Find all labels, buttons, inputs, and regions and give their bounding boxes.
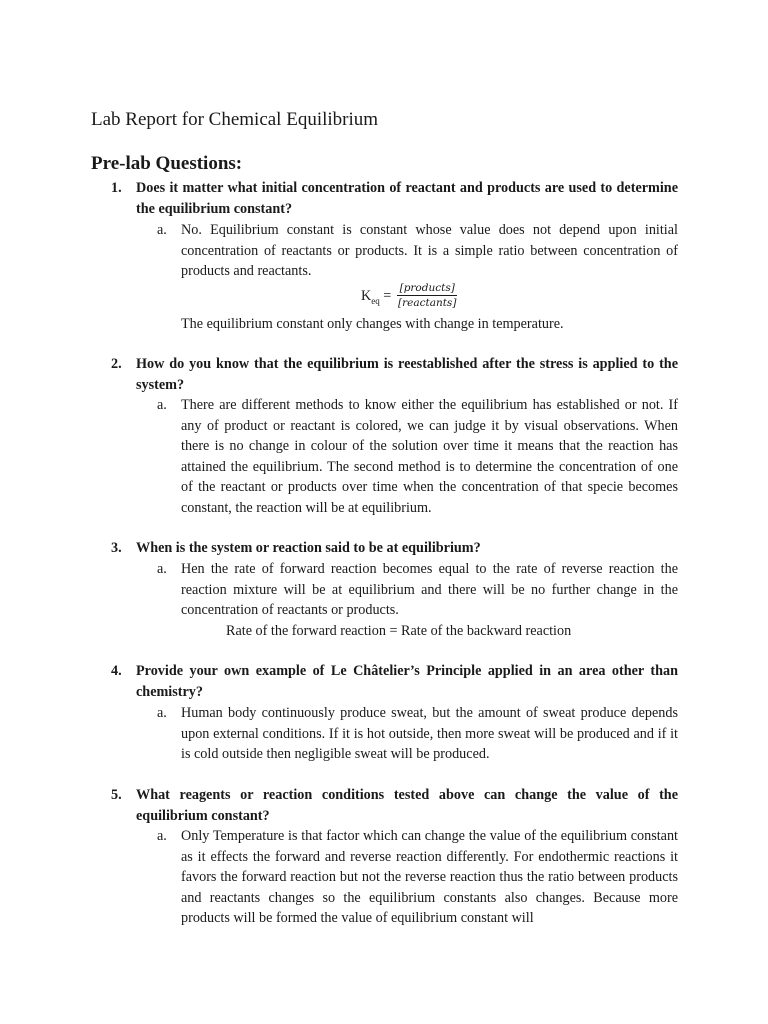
question-text: Provide your own example of Le Châtelier’s Principle applied in an area other than chemistry? xyxy=(136,663,678,700)
question-text: When is the system or reaction said to be at equilibrium? xyxy=(136,540,481,556)
document-title: Lab Report for Chemical Equilibrium xyxy=(91,109,379,130)
question-number: 4. xyxy=(111,663,122,679)
question-number: 3. xyxy=(111,540,122,556)
section-heading: Pre-lab Questions: xyxy=(91,153,243,174)
question-number: 2. xyxy=(111,356,122,372)
question-text: What reagents or reaction conditions tested above can change the value of the equilibrium constant? xyxy=(136,787,678,824)
formula-fraction xyxy=(397,281,457,310)
formula-lhs: $K_{eq}$ = xyxy=(361,288,392,306)
answer-note: The equilibrium constant only changes with change in temperature. xyxy=(181,316,564,332)
answer-marker: a. xyxy=(157,222,167,238)
formula-denominator: [reactants] xyxy=(398,297,457,309)
question-text: Does it matter what initial concentration of reactant and products are used to determine the equilibrium constant? xyxy=(136,180,678,217)
rate-equation: Rate of the forward reaction = Rate of the backward reaction xyxy=(226,623,572,639)
answer-text: No. Equilibrium constant is constant whose value does not depend upon initial concentration of reactants or products. It is a simple ratio between concentration of products and reactants. xyxy=(181,222,678,279)
answer-text: There are different methods to know either the equilibrium has established or not. If any of product or reactant is colored, we can judge it by visual observations. When there is no change in colour of the solution over time it means that the reaction has attained the equilibrium. The second method is to determine the concentration of one of the reactant or products over time when the concentration of that specie becomes constant, the reaction will be at equilibrium. xyxy=(181,397,678,516)
question-text: How do you know that the equilibrium is reestablished after the stress is applied to the system? xyxy=(136,356,678,393)
question-number: 1. xyxy=(111,180,122,196)
answer-marker: a. xyxy=(157,561,167,577)
formula-numerator: [products] xyxy=(397,281,457,296)
question-number: 5. xyxy=(111,787,122,803)
answer-text: Human body continuously produce sweat, but the amount of sweat produce depends upon external conditions. If it is hot outside, then more sweat will be produced and if it is cold outside then negligible sweat will be produced. xyxy=(181,705,678,762)
answer-marker: a. xyxy=(157,705,167,721)
answer-marker: a. xyxy=(157,828,167,844)
answer-text: Only Temperature is that factor which can change the value of the equilibrium constant as it effects the forward and reverse reaction differently. For endothermic reactions it favors the forward reaction but not the reverse reaction thus the ratio between products and reactants changes so the equilibrium constants also changes. Because more products will be formed the value of equilibrium constant will xyxy=(181,828,678,926)
answer-text: Hen the rate of forward reaction becomes equal to the rate of reverse reaction the reaction mixture will be at equilibrium and there will be no further change in the concentration of reactants or products. xyxy=(181,561,678,618)
answer-marker: a. xyxy=(157,397,167,413)
